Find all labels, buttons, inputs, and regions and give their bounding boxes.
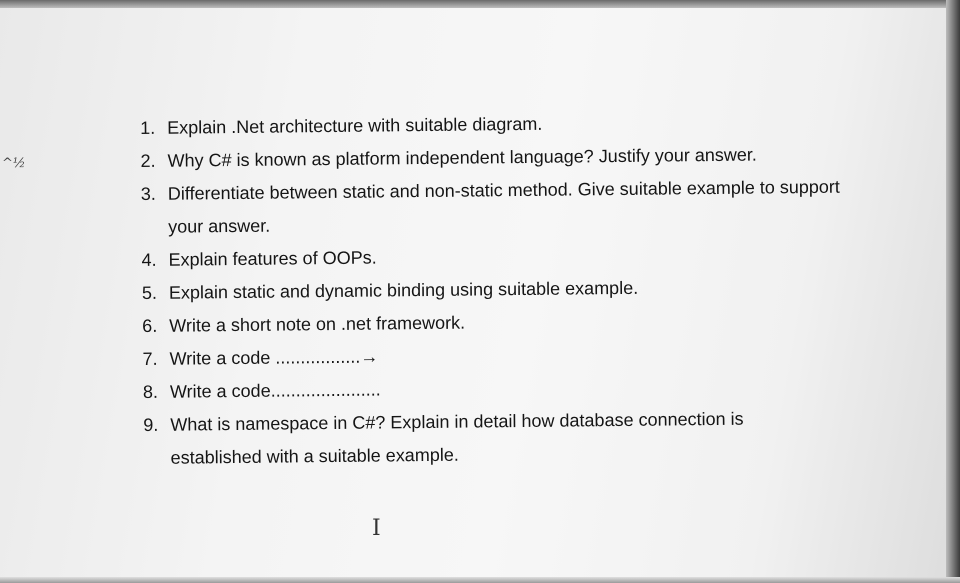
bottom-edge-shadow xyxy=(0,577,960,583)
right-edge-shadow xyxy=(946,0,960,583)
margin-note: ^½ xyxy=(2,156,26,171)
question-number: 8. xyxy=(142,381,159,402)
question-text: Explain static and dynamic binding using suitable example. xyxy=(168,277,639,303)
question-text: Explain .Net architecture with suitable diagram. xyxy=(167,113,543,138)
question-number: 9. xyxy=(143,414,159,435)
question-number: 3. xyxy=(140,183,156,204)
question-number: 5. xyxy=(141,282,158,303)
question-number: 6. xyxy=(142,315,158,336)
question-list xyxy=(140,105,844,475)
top-edge-shadow xyxy=(0,0,960,8)
question-number: 2. xyxy=(140,150,156,171)
question-text: Explain features of OOPs. xyxy=(168,247,377,270)
text-cursor-icon: I xyxy=(372,516,381,541)
question-item xyxy=(143,402,771,475)
question-text: What is namespace in C#? Explain in detail how database connection is established with a suitable example. xyxy=(170,408,744,468)
question-item xyxy=(141,170,859,244)
question-text: Differentiate between static and non-static method. Give suitable example to support your answer. xyxy=(167,176,840,237)
question-number: 1. xyxy=(140,117,156,138)
question-number: 4. xyxy=(141,249,157,270)
question-text: Write a code...................... xyxy=(169,379,381,402)
question-text: Why C# is known as platform independent language? Justify your answer. xyxy=(167,144,757,171)
question-number: 7. xyxy=(142,348,158,369)
question-text: Write a short note on .net framework. xyxy=(169,312,466,336)
question-text: Write a code .................→ xyxy=(169,346,379,369)
